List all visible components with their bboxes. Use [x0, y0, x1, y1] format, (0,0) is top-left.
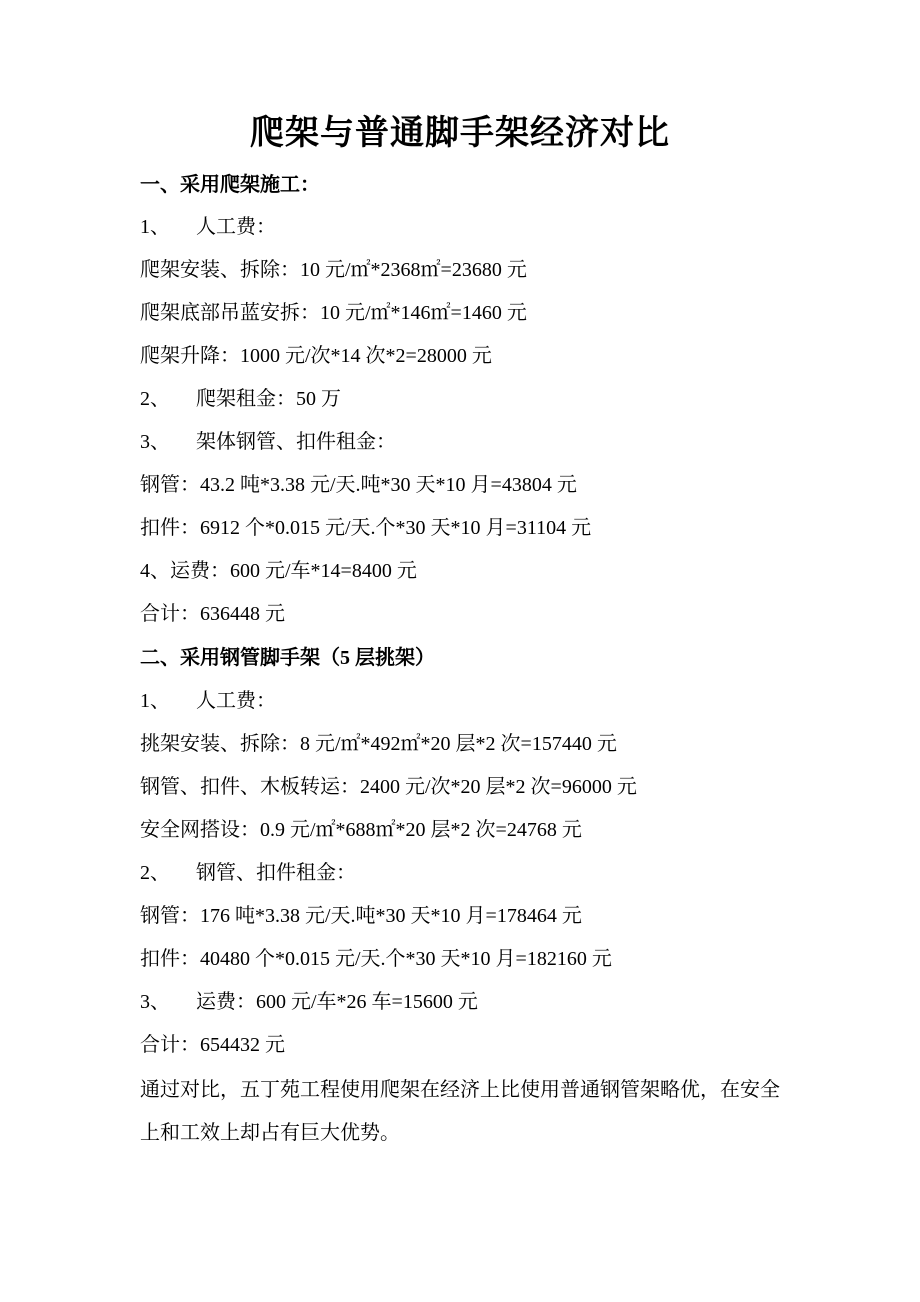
- section2-labor-net: 安全网搭设：0.9 元/㎡*688㎡*20 层*2 次=24768 元: [140, 819, 582, 841]
- section1-rent-coupler: 扣件：6912 个*0.015 元/天.个*30 天*10 月=31104 元: [140, 517, 592, 539]
- section2-heading: 二、采用钢管脚手架（5 层挑架）: [140, 647, 435, 669]
- section1-labor-lift: 爬架升降：1000 元/次*14 次*2=28000 元: [140, 345, 492, 367]
- section1-total: 合计：636448 元: [140, 603, 285, 625]
- conclusion-paragraph: 通过对比，五丁苑工程使用爬架在经济上比使用普通钢管架略优，在安全上和工效上却占有巨大优势。: [140, 1079, 780, 1144]
- section1-rent-pipe: 钢管：43.2 吨*3.38 元/天.吨*30 天*10 月=43804 元: [140, 474, 577, 496]
- section1-item3-number: 3、: [140, 431, 170, 453]
- section2-labor-transfer: 钢管、扣件、木板转运：2400 元/次*20 层*2 次=96000 元: [140, 776, 637, 798]
- section1-item2-label: 爬架租金：50 万: [196, 388, 341, 410]
- section1-item3: [140, 427, 800, 457]
- document-title: 爬架与普通脚手架经济对比: [250, 115, 670, 152]
- section1-item1-label: 人工费：: [196, 216, 276, 238]
- section1-labor-install: 爬架安装、拆除：10 元/㎡*2368㎡=23680 元: [140, 259, 527, 281]
- section2-item1-number: 1、: [140, 690, 170, 712]
- section2-item2-label: 钢管、扣件租金：: [196, 862, 356, 884]
- section1-labor-bottom: 爬架底部吊蓝安拆：10 元/㎡*146㎡=1460 元: [140, 302, 527, 324]
- section1-freight: 4、运费：600 元/车*14=8400 元: [140, 560, 417, 582]
- section2-item2: [140, 858, 800, 888]
- section2-item1: [140, 686, 800, 716]
- section1-heading: 一、采用爬架施工：: [140, 174, 320, 196]
- section2-item3-number: 3、: [140, 991, 170, 1013]
- section1-item2: [140, 384, 800, 414]
- section2-rent-coupler: 扣件：40480 个*0.015 元/天.个*30 天*10 月=182160 元: [140, 948, 612, 970]
- section2-item2-number: 2、: [140, 862, 170, 884]
- section1-item2-number: 2、: [140, 388, 170, 410]
- section2-item1-label: 人工费：: [196, 690, 276, 712]
- section2-item3: [140, 987, 800, 1017]
- section1-item3-label: 架体钢管、扣件租金：: [196, 431, 396, 453]
- section2-total: 合计：654432 元: [140, 1034, 285, 1056]
- section2-rent-pipe: 钢管：176 吨*3.38 元/天.吨*30 天*10 月=178464 元: [140, 905, 582, 927]
- section2-item3-label: 运费：600 元/车*26 车=15600 元: [196, 991, 478, 1013]
- section1-item1: [140, 212, 800, 242]
- section1-item1-number: 1、: [140, 216, 170, 238]
- section2-labor-install: 挑架安装、拆除：8 元/㎡*492㎡*20 层*2 次=157440 元: [140, 733, 617, 755]
